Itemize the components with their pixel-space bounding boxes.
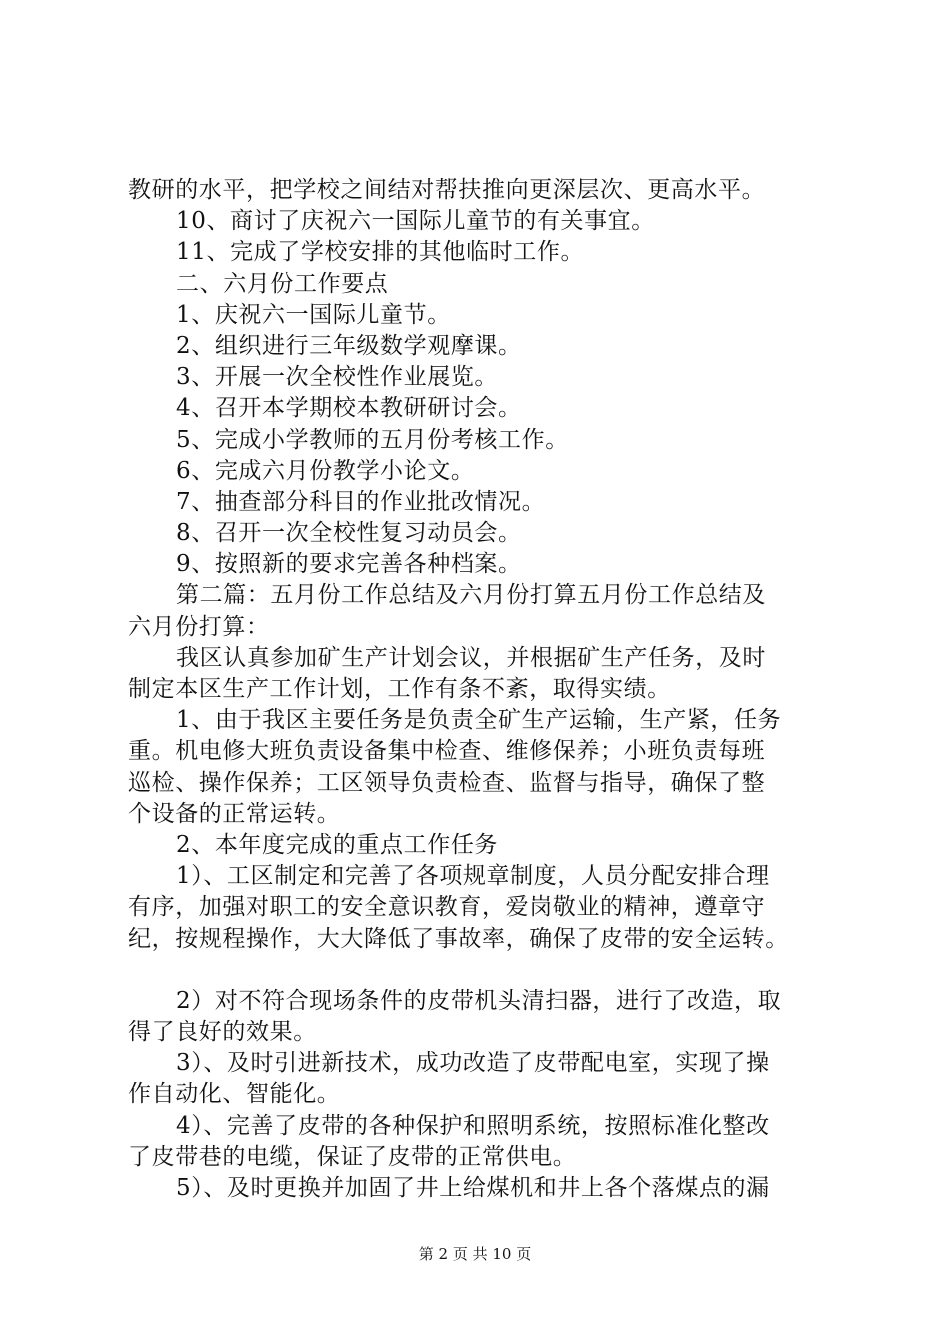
text-line: 2）对不符合现场条件的皮带机头清扫器，进行了改造，取 — [176, 987, 782, 1014]
text-line: 个设备的正常运转。 — [128, 800, 341, 827]
text-line: 重。机电修大班负责设备集中检查、维修保养；小班负责每班 — [128, 738, 766, 765]
document-body — [128, 175, 840, 1204]
text-line: 制定本区生产工作计划，工作有条不紊，取得实绩。 — [128, 676, 671, 702]
text-line: 1）、工区制定和完善了各项规章制度，人员分配安排合理 — [176, 863, 770, 890]
text-line: 得了良好的效果。 — [128, 1019, 317, 1046]
list-item: 6、完成六月份教学小论文。 — [176, 457, 475, 484]
list-item: 8、召开一次全校性复习动员会。 — [176, 520, 522, 547]
list-item: 5、完成小学教师的五月份考核工作。 — [176, 426, 569, 453]
list-item: 4、召开本学期校本教研研讨会。 — [176, 395, 522, 422]
section-heading: 二、六月份工作要点 — [176, 270, 389, 297]
list-item: 3、开展一次全校性作业展览。 — [176, 364, 499, 391]
text-line: 10、商讨了庆祝六一国际儿童节的有关事宜。 — [176, 208, 655, 235]
list-item: 2、组织进行三年级数学观摩课。 — [176, 332, 522, 359]
text-line: 纪，按规程操作，大大降低了事故率，确保了皮带的安全运转。 — [128, 925, 789, 952]
list-item: 7、抽查部分科目的作业批改情况。 — [176, 488, 546, 515]
text-line: 3）、及时引进新技术，成功改造了皮带配电室，实现了操 — [176, 1050, 770, 1077]
text-line: 有序，加强对职工的安全意识教育，爱岗敬业的精神，遵章守 — [128, 894, 766, 921]
text-line: 我区认真参加矿生产计划会议，并根据矿生产任务，及时 — [176, 644, 766, 671]
text-line: 5）、及时更换并加固了井上给煤机和井上各个落煤点的漏 — [176, 1175, 770, 1201]
chapter-heading: 第二篇：五月份工作总结及六月份打算五月份工作总结及 — [176, 582, 766, 609]
list-item: 9、按照新的要求完善各种档案。 — [176, 551, 522, 578]
text-line: 11、完成了学校安排的其他临时工作。 — [176, 239, 585, 266]
text-line: 1、由于我区主要任务是负责全矿生产运输，生产紧，任务 — [176, 707, 782, 734]
text-line: 了皮带巷的电缆，保证了皮带的正常供电。 — [128, 1143, 577, 1170]
chapter-heading-cont: 六月份打算： — [128, 613, 270, 640]
blank-line — [128, 955, 840, 986]
text-line: 作自动化、智能化。 — [128, 1081, 341, 1108]
text-line: 2、本年度完成的重点工作任务 — [176, 831, 499, 858]
page-footer — [0, 1244, 950, 1264]
text-line: 4）、完善了皮带的各种保护和照明系统，按照标准化整改 — [176, 1112, 770, 1139]
text-line: 教研的水平，把学校之间结对帮扶推向更深层次、更高水平。 — [128, 177, 766, 203]
text-line: 巡检、操作保养；工区领导负责检查、监督与指导，确保了整 — [128, 769, 766, 796]
page-number: 第 2 页 共 10 页 — [418, 1245, 532, 1263]
list-item: 1、庆祝六一国际儿童节。 — [176, 301, 451, 328]
